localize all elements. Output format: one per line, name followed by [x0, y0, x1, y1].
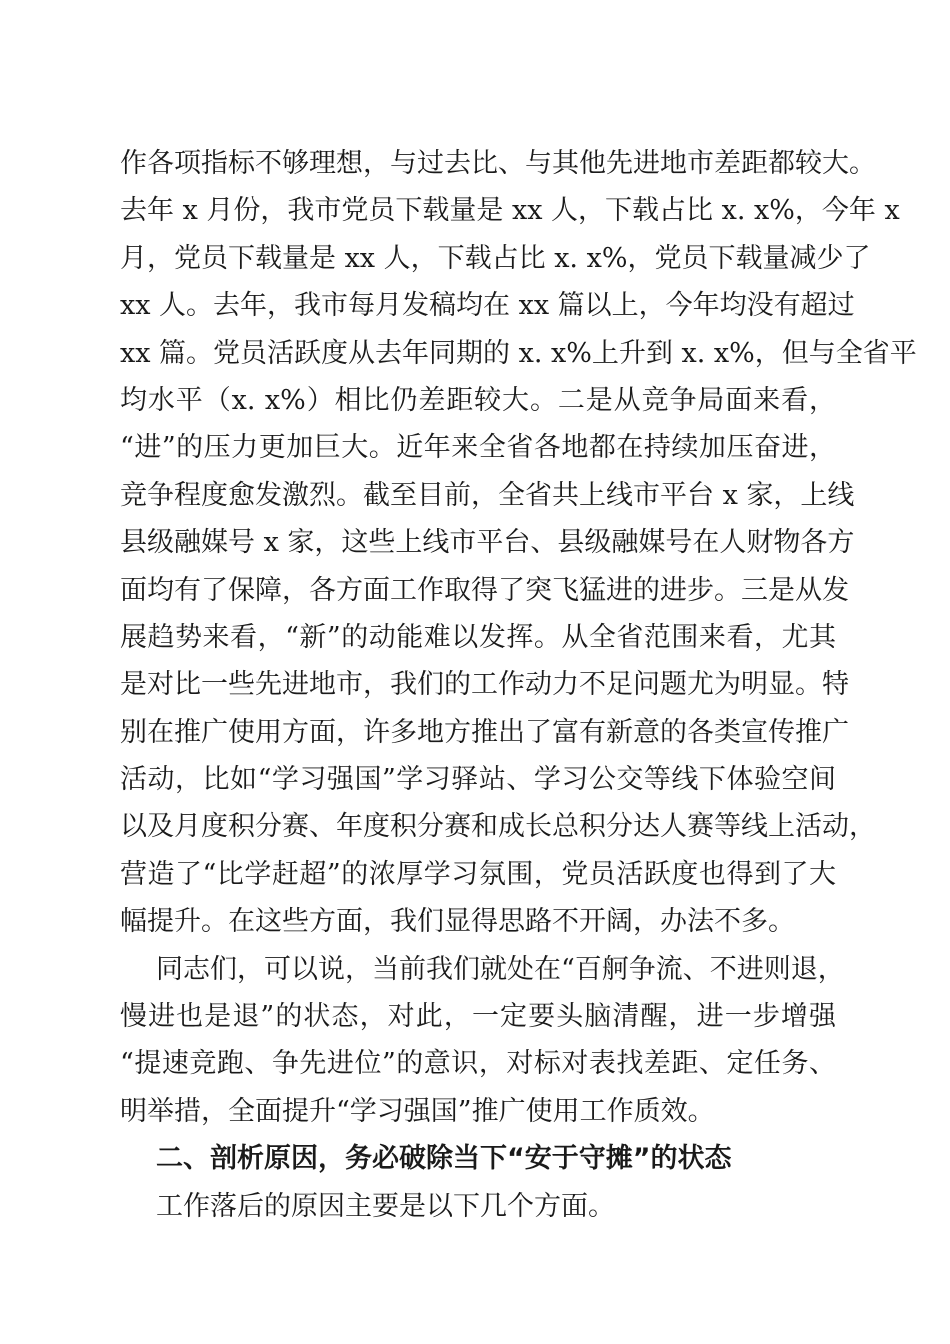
- text-line: 面均有了保障，各方面工作取得了突飞猛进的进步。三是从发: [120, 574, 849, 606]
- text-line: 别在推广使用方面，许多地方推出了富有新意的各类宣传推广: [120, 716, 849, 748]
- text-line: “进”的压力更加巨大。近年来全省各地都在持续加压奋进，: [120, 432, 836, 464]
- paragraph-1: [120, 140, 917, 946]
- text-line: 幅提升。在这些方面，我们显得思路不开阔，办法不多。: [120, 906, 795, 938]
- text-line: 展趋势来看，“新”的动能难以发挥。从全省范围来看，尤其: [120, 621, 836, 653]
- text-line: 均水平（x. x%）相比仍差距较大。二是从竞争局面来看，: [120, 384, 836, 416]
- text-line: 同志们，可以说，当前我们就处在“百舸争流、不进则退，: [156, 953, 845, 985]
- text-line: 月，党员下载量是 xx 人，下载占比 x. x%，党员下载量减少了: [120, 242, 871, 274]
- section-heading: 二、剖析原因，务必破除当下“安于守摊”的状态: [156, 1143, 732, 1175]
- text-line: 竞争程度愈发激烈。截至目前，全省共上线市平台 x 家，上线: [120, 479, 855, 511]
- text-line: 明举措，全面提升“学习强国”推广使用工作质效。: [120, 1095, 715, 1127]
- text-line: 是对比一些先进地市，我们的工作动力不足问题尤为明显。特: [120, 669, 849, 701]
- text-line: 工作落后的原因主要是以下几个方面。: [156, 1190, 615, 1222]
- text-line: 以及月度积分赛、年度积分赛和成长总积分达人赛等线上活动，: [120, 811, 876, 843]
- text-line: “提速竞跑、争先进位”的意识，对标对表找差距、定任务、: [120, 1048, 836, 1080]
- paragraph-3: [120, 1183, 836, 1230]
- paragraph-2: [120, 946, 845, 1136]
- text-line: 去年 x 月份，我市党员下载量是 xx 人，下载占比 x. x%，今年 x: [120, 195, 900, 227]
- text-line: xx 篇。党员活跃度从去年同期的 x. x%上升到 x. x%，但与全省平: [120, 337, 917, 369]
- text-line: 营造了“比学赶超”的浓厚学习氛围，党员活跃度也得到了大: [120, 858, 836, 890]
- text-line: 慢进也是退”的状态，对此，一定要头脑清醒，进一步增强: [120, 1001, 836, 1033]
- text-line: 县级融媒号 x 家，这些上线市平台、县级融媒号在人财物各方: [120, 527, 855, 559]
- text-line: 活动，比如“学习强国”学习驿站、学习公交等线下体验空间: [120, 764, 836, 796]
- document-body: [120, 140, 917, 1230]
- text-line: xx 人。去年，我市每月发稿均在 xx 篇以上，今年均没有超过: [120, 290, 855, 322]
- text-line: 作各项指标不够理想，与过去比、与其他先进地市差距都较大。: [120, 148, 876, 179]
